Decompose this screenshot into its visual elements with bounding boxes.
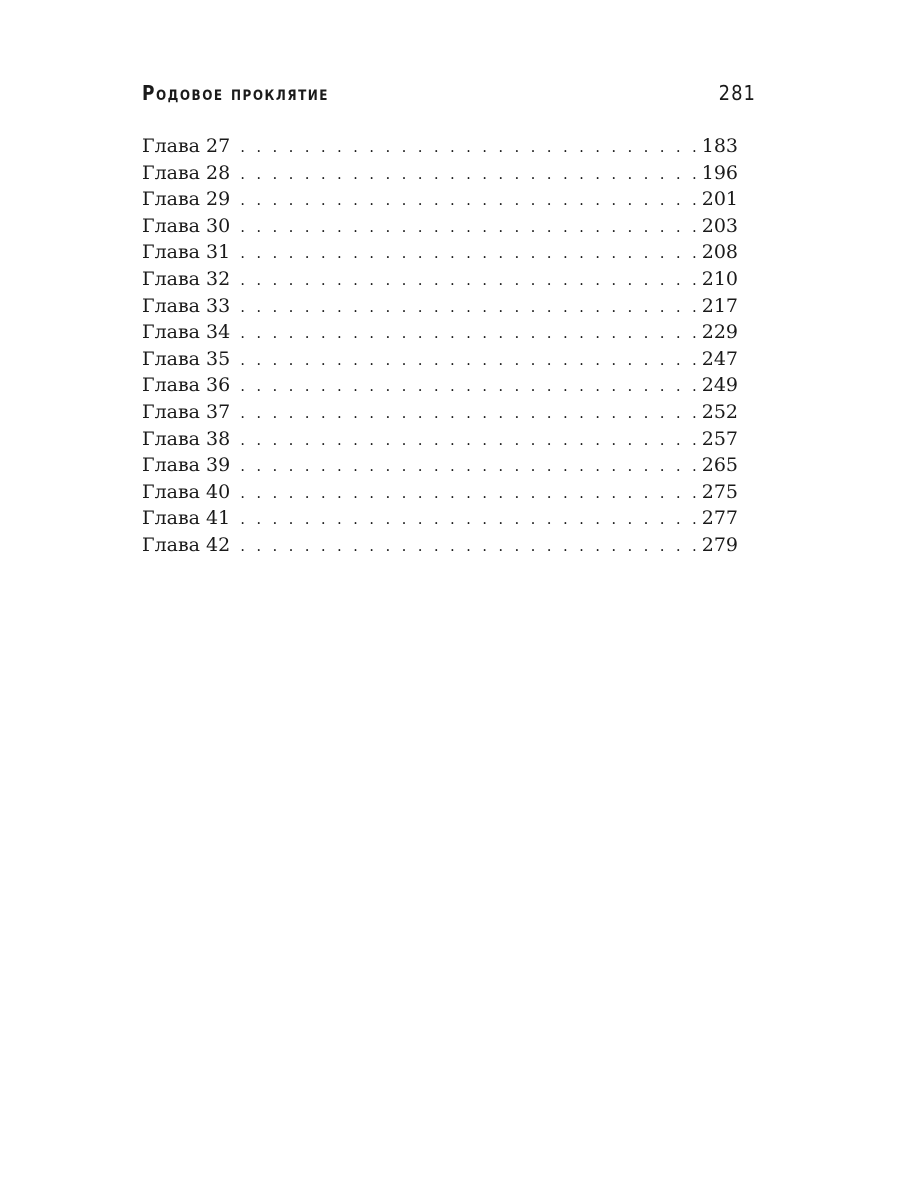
dot-leader xyxy=(240,267,696,293)
toc-entry-page: 275 xyxy=(701,480,738,503)
toc-entry xyxy=(142,160,738,187)
book-title: Родовое проклятие xyxy=(142,82,329,106)
toc-entry-page: 229 xyxy=(701,321,738,344)
toc-entry-label: Глава 34 xyxy=(142,321,231,344)
toc-entry xyxy=(142,399,738,426)
toc-entry-label: Глава 30 xyxy=(142,214,231,237)
dot-leader xyxy=(240,480,696,506)
toc-entry-page: 247 xyxy=(701,347,738,370)
dot-leader xyxy=(240,506,696,532)
toc-entry-label: Глава 41 xyxy=(142,507,231,530)
toc-entry-label: Глава 29 xyxy=(142,188,231,211)
toc-entry-page: 183 xyxy=(701,135,738,157)
toc-entry-page: 203 xyxy=(701,214,738,237)
table-of-contents xyxy=(142,133,738,559)
toc-entry-label: Глава 27 xyxy=(142,135,231,157)
dot-leader xyxy=(240,240,696,266)
dot-leader xyxy=(240,347,696,373)
toc-entry-label: Глава 39 xyxy=(142,454,231,477)
toc-entry-page: 265 xyxy=(701,454,738,477)
toc-entry xyxy=(142,426,738,453)
toc-entry-label: Глава 42 xyxy=(142,533,231,556)
toc-entry xyxy=(142,319,738,346)
dot-leader xyxy=(240,427,696,453)
toc-entry xyxy=(142,266,738,293)
dot-leader xyxy=(240,214,696,240)
toc-entry-page: 210 xyxy=(701,267,738,290)
toc-entry xyxy=(142,133,738,160)
toc-entry-label: Глава 37 xyxy=(142,400,231,423)
toc-entry-label: Глава 38 xyxy=(142,427,231,450)
dot-leader xyxy=(240,533,696,559)
toc-entry xyxy=(142,186,738,213)
toc-entry xyxy=(142,452,738,479)
running-head xyxy=(142,78,756,106)
toc-entry-page: 252 xyxy=(701,400,738,423)
toc-entry-page: 279 xyxy=(701,533,738,556)
dot-leader xyxy=(240,453,696,479)
page-number: 281 xyxy=(718,81,756,106)
dot-leader xyxy=(240,187,696,213)
toc-entry-page: 201 xyxy=(701,188,738,211)
toc-entry-label: Глава 33 xyxy=(142,294,231,317)
toc-entry-page: 249 xyxy=(701,374,738,397)
toc-entry-label: Глава 28 xyxy=(142,161,231,184)
toc-entry xyxy=(142,505,738,532)
toc-entry-label: Глава 31 xyxy=(142,241,231,264)
dot-leader xyxy=(240,373,696,399)
dot-leader xyxy=(240,400,696,426)
toc-entry-page: 208 xyxy=(701,241,738,264)
toc-entry-label: Глава 35 xyxy=(142,347,231,370)
toc-entry-label: Глава 36 xyxy=(142,374,231,397)
dot-leader xyxy=(240,294,696,320)
toc-entry xyxy=(142,293,738,320)
dot-leader xyxy=(240,320,696,346)
toc-entry xyxy=(142,213,738,240)
toc-entry-page: 277 xyxy=(701,507,738,530)
toc-entry-page: 257 xyxy=(701,427,738,450)
dot-leader xyxy=(240,161,696,187)
toc-entry-page: 217 xyxy=(701,294,738,317)
toc-entry xyxy=(142,479,738,506)
toc-entry-page: 196 xyxy=(701,161,738,184)
toc-entry-label: Глава 40 xyxy=(142,480,231,503)
toc-entry xyxy=(142,346,738,373)
toc-entry xyxy=(142,239,738,266)
toc-entry-label: Глава 32 xyxy=(142,267,231,290)
toc-entry xyxy=(142,532,738,559)
toc-entry xyxy=(142,372,738,399)
dot-leader xyxy=(240,134,696,160)
